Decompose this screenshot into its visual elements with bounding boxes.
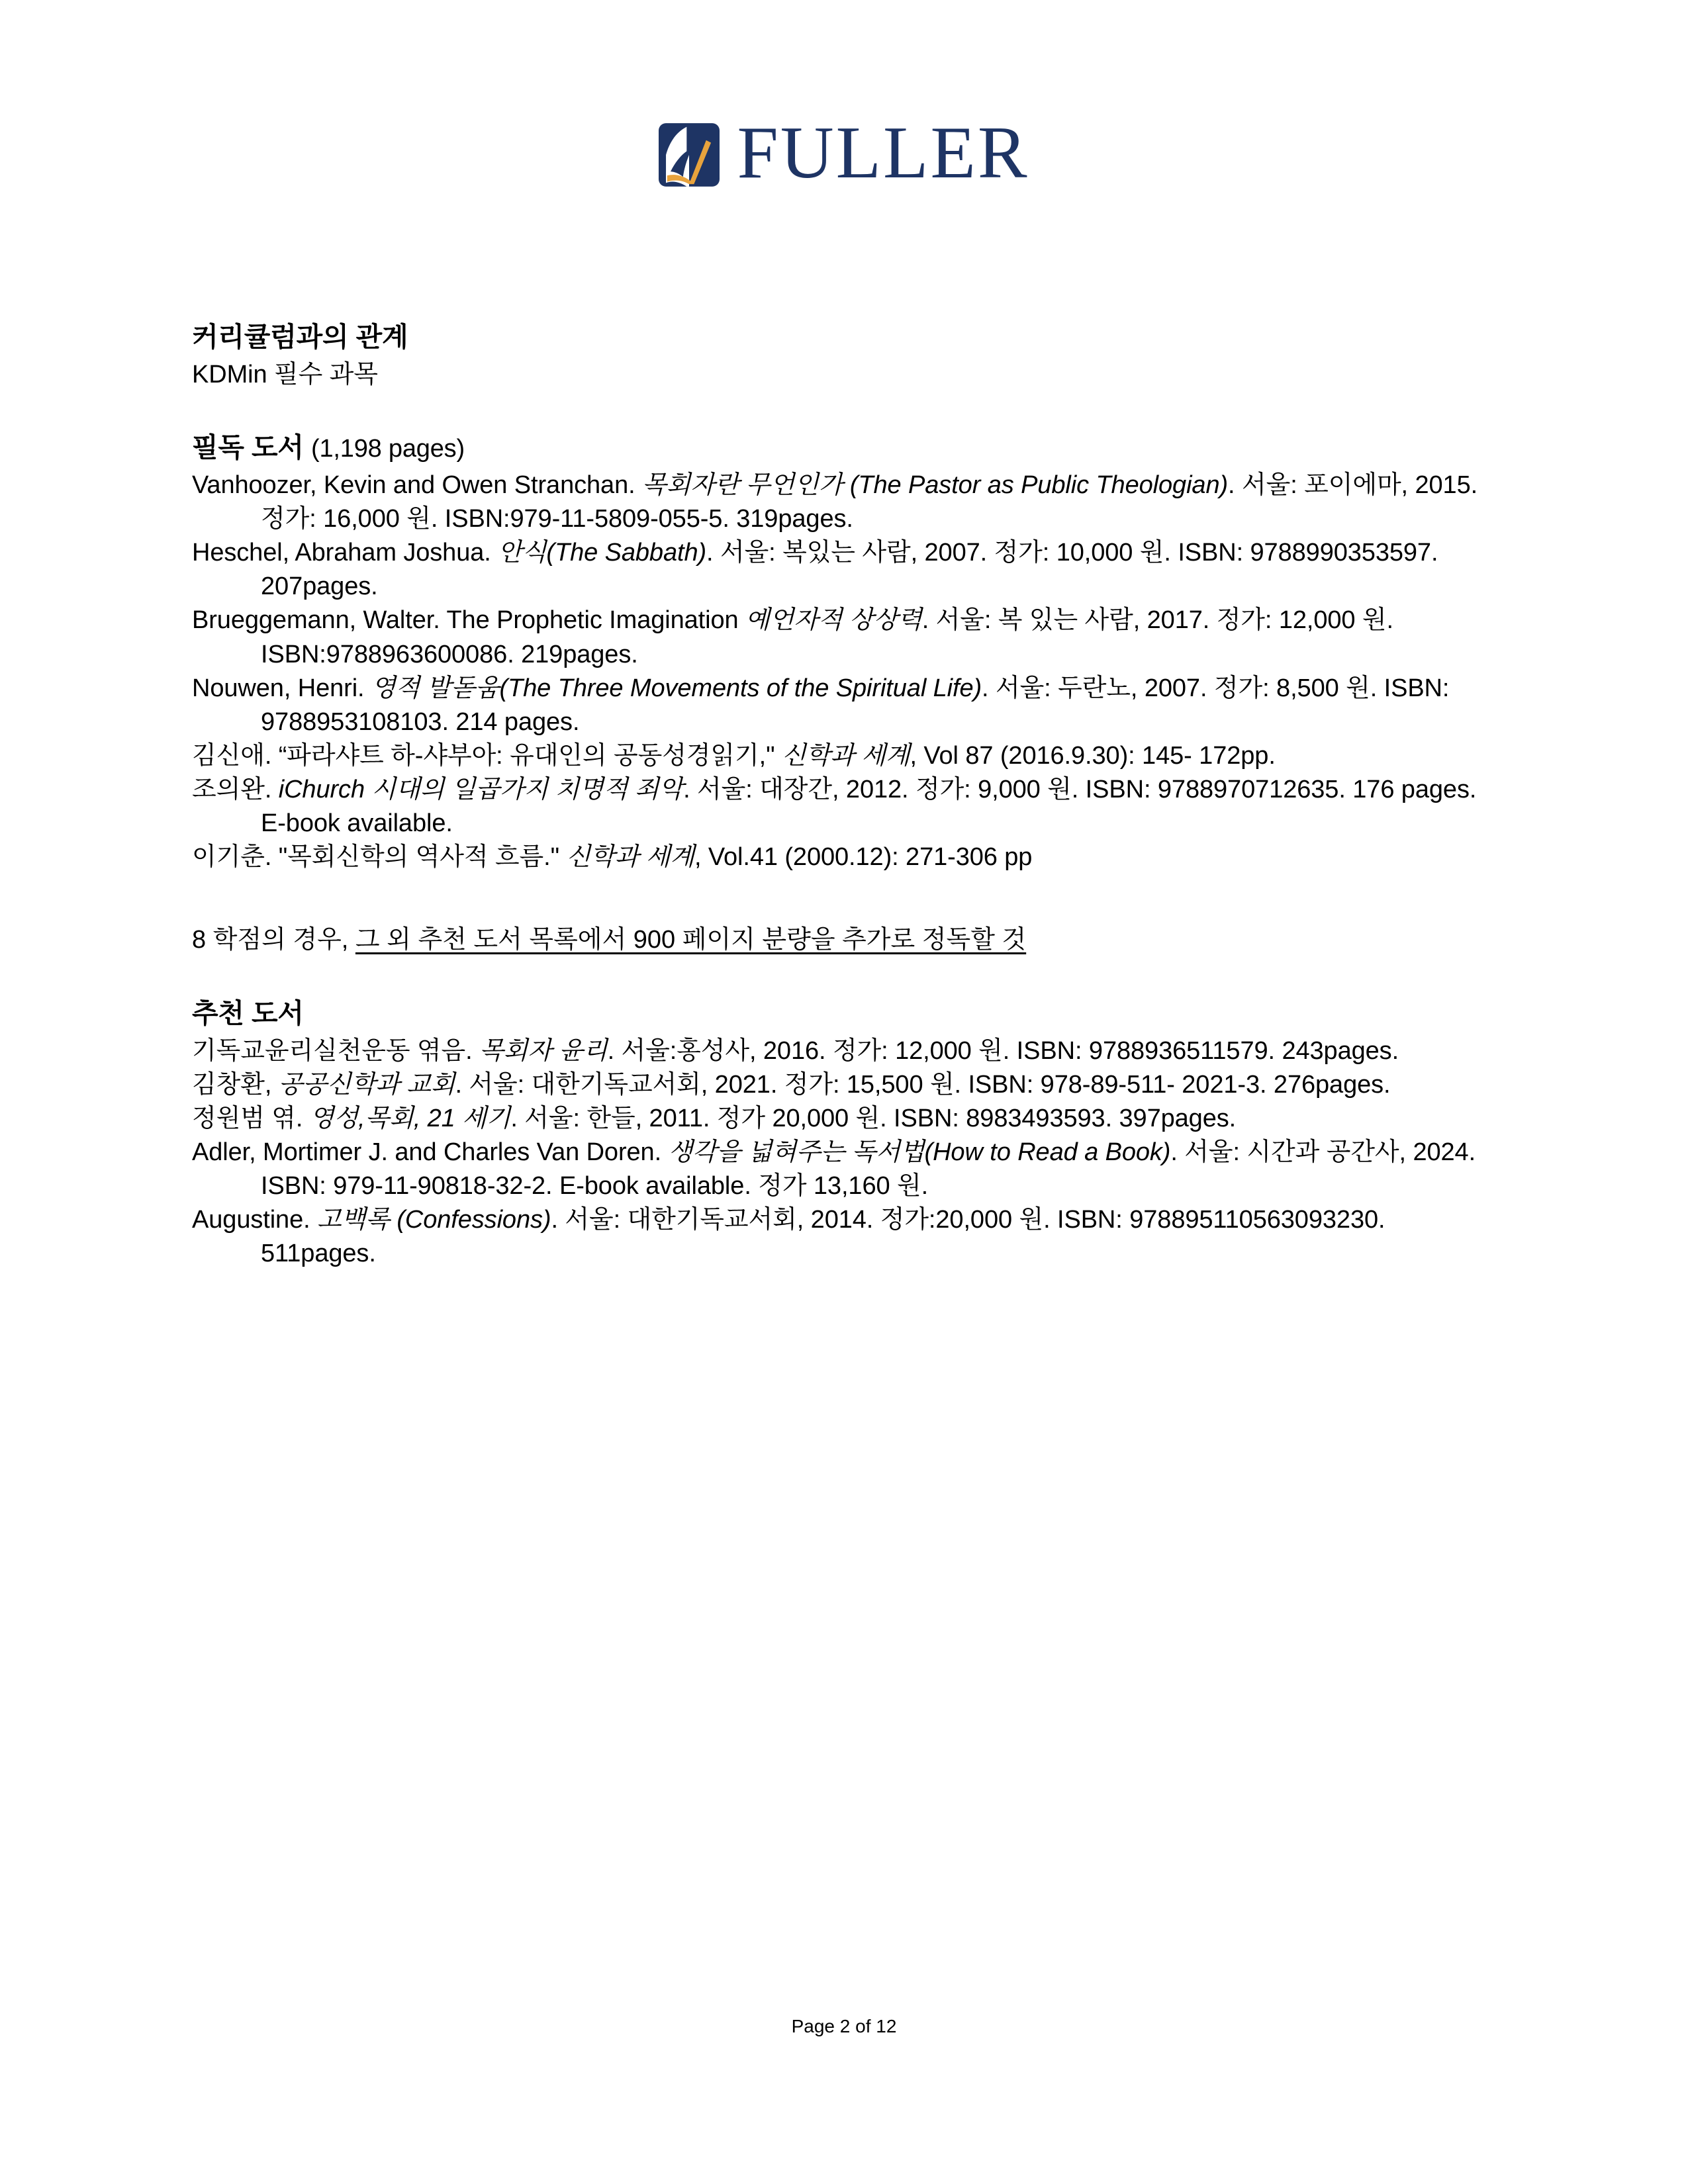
entry-text-pre: Nouwen, Henri. xyxy=(192,674,371,702)
entry-text-line2: 9788970712635. 176 pages. E-book available. xyxy=(261,775,1477,838)
entry-text-line2: ISBN: 9788990353597. 207pages. xyxy=(261,539,1438,601)
page-number-label: Page 2 of 12 xyxy=(791,2016,897,2036)
entry-text-post: . xyxy=(1170,1138,1178,1167)
entry-text-line2: 정가: 12,000 원. ISBN:9788963600086. 219pages. xyxy=(261,606,1393,668)
entry-text-post: . xyxy=(1228,471,1235,499)
bibliography-entry xyxy=(192,1068,1495,1102)
entry-text-pre: Adler, Mortimer J. and Charles Van Doren. xyxy=(192,1138,669,1167)
bibliography-entry xyxy=(192,672,1495,739)
required-reading-list xyxy=(192,469,1495,874)
spacer xyxy=(192,957,1495,995)
entry-title-italic: 생각을 넓혀주는 독서법(How to Read a Book) xyxy=(668,1138,1171,1167)
entry-title-italic: 공공신학과 교회 xyxy=(278,1070,455,1099)
bibliography-entry xyxy=(192,1203,1495,1271)
entry-text-line2: 978895110563093230. 511pages. xyxy=(261,1206,1385,1268)
entry-title-italic: 목회자란 무언인가 (The Pastor as Public Theologian) xyxy=(642,471,1229,499)
entry-text-line2: 9788936511579. 243pages. xyxy=(1088,1036,1399,1065)
entry-text-post: . 서울: 두란노, 2007. xyxy=(982,674,1207,702)
entry-title-italic: 영적 발돋움(The Three Movements of the Spiritual Life) xyxy=(371,674,982,702)
section-heading-curriculum: 커리큘럼과의 관계 xyxy=(192,322,408,352)
required-heading-label: 필독 도서 xyxy=(192,432,304,463)
entry-text-pre: Brueggemann, Walter. The Prophetic Imagination xyxy=(192,606,745,635)
note-text-underlined: 그 외 추천 도서 목록에서 900 페이지 분량을 추가로 정독할 것 xyxy=(355,926,1027,954)
curriculum-body-text: KDMin 필수 과목 xyxy=(192,360,378,388)
entry-title-italic: 고백록 (Confessions) xyxy=(317,1206,551,1234)
entry-text-pre: 김창환, xyxy=(192,1070,279,1099)
entry-text-pre: Augustine. xyxy=(192,1206,318,1234)
entry-title-italic: iChurch 시대의 일곱가지 치명적 죄악 xyxy=(278,775,684,803)
entry-text-line2: 서울: 포이에마, 2015. 정가: 16,000 원. ISBN:979-11-5809-055-5. 319pages. xyxy=(261,471,1478,533)
entry-text-line2: 2021-3. 276pages. xyxy=(1182,1070,1391,1099)
fuller-logo xyxy=(659,112,1029,194)
entry-text-pre: 김신애. “파라샤트 하-샤부아: 유대인의 공동성경읽기," xyxy=(192,741,782,770)
bibliography-entry xyxy=(192,1136,1495,1203)
entry-text-post: . 서울: 한들, 2011. 정가 20,000 원. ISBN: 8983493593. 397pages. xyxy=(510,1104,1237,1132)
note-text-plain: 8 학점의 경우, xyxy=(192,926,355,954)
page-footer xyxy=(0,2015,1688,2038)
entry-text-post: . 서울: 대한기독교서회, 2014. 정가:20,000 원. ISBN: xyxy=(551,1206,1123,1234)
fuller-wordmark: FULLER xyxy=(737,112,1029,194)
bibliography-entry xyxy=(192,469,1495,536)
entry-title-italic: 예언자적 상상력 xyxy=(745,606,922,635)
entry-text-pre: 조의완. xyxy=(192,775,279,803)
bibliography-entry xyxy=(192,841,1495,874)
entry-title-italic: 영성,목회, 21 세기 xyxy=(309,1104,511,1132)
document-body xyxy=(192,319,1495,1271)
entry-text-post: . 서울: 대장간, 2012. 정가: 9,000 원. ISBN: xyxy=(683,775,1151,803)
entry-text-line2: 서울: 시간과 공간사, 2024. ISBN: 979-11-90818-32-2. E-book available. 정가 13,160 원. xyxy=(261,1138,1476,1201)
recommended-reading-list xyxy=(192,1034,1495,1271)
bibliography-entry xyxy=(192,536,1495,604)
entry-text-pre: 이기춘. "목회신학의 역사적 흐름." xyxy=(192,843,567,872)
entry-text-pre: 기독교윤리실천운동 엮음. xyxy=(192,1036,480,1065)
section-heading-recommended-reading: 추천 도서 xyxy=(192,998,304,1029)
entry-text-post: . 서울: 대한기독교서회, 2021. 정가: 15,500 원. ISBN: 978-89-511- xyxy=(455,1070,1175,1099)
entry-text-post: , Vol.41 (2000.12): 271-306 pp xyxy=(694,843,1033,872)
entry-text-pre: Heschel, Abraham Joshua. xyxy=(192,539,498,567)
entry-title-italic: 안식(The Sabbath) xyxy=(498,539,707,567)
entry-text-post: . 서울: 복 있는 사람, 2017. xyxy=(921,606,1210,635)
entry-title-italic: 신학과 세계 xyxy=(781,741,910,770)
entry-title-italic: 목회자 윤리 xyxy=(479,1036,608,1065)
section-heading-required-reading xyxy=(192,430,1495,466)
required-heading-pagecount: (1,198 pages) xyxy=(311,435,465,463)
entry-title-italic: 신학과 세계 xyxy=(566,843,694,872)
bibliography-entry xyxy=(192,604,1495,671)
entry-text-pre: Vanhoozer, Kevin and Owen Stranchan. xyxy=(192,471,643,499)
bibliography-entry xyxy=(192,739,1495,773)
entry-text-line2: 정가: 8,500 원. ISBN: 9788953108103. 214 pages. xyxy=(261,674,1450,736)
spacer xyxy=(192,874,1495,923)
bibliography-entry xyxy=(192,1102,1495,1136)
bibliography-entry xyxy=(192,773,1495,841)
page-header xyxy=(0,0,1688,194)
bibliography-entry xyxy=(192,1034,1495,1068)
entry-text-pre: 정원범 엮. xyxy=(192,1104,310,1132)
credit-requirement-note xyxy=(192,923,1495,957)
entry-text-post: . 서울:홍성사, 2016. 정가: 12,000 원. ISBN: xyxy=(607,1036,1082,1065)
entry-text-post: , Vol 87 (2016.9.30): 145- xyxy=(910,741,1192,770)
entry-text-line2: 172pp. xyxy=(1199,741,1276,770)
fuller-book-logo-icon xyxy=(659,123,720,187)
spacer xyxy=(192,391,1495,430)
entry-text-post: . 서울: 복있는 사람, 2007. 정가: 10,000 원. xyxy=(706,539,1171,567)
